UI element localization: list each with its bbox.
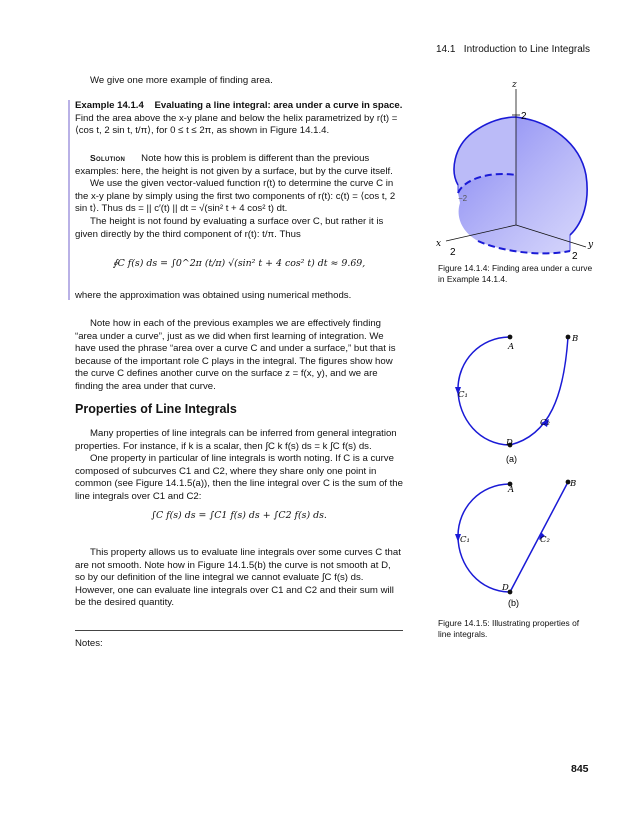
properties-paragraph-1: Many properties of line integrals can be inferred from general integration properties. For instance, if k is a scalar, then ∫C k f(s) ds = k ∫C f(s) ds. bbox=[75, 428, 397, 452]
area-paragraph-text: Note how in each of the previous examples we are effectively finding “area under a curve”, just as we did when first learning of integration. We have used the phrase “area over a curve C and under a surface,” but that is because of the important role C plays in the integral. The figures show how the curve C defines another curve on the surface z = f(x, y), and we are finding the area under that curve. bbox=[75, 318, 396, 392]
solution-paragraph-1 bbox=[75, 152, 403, 178]
example-header bbox=[75, 100, 403, 138]
figure-curve-b bbox=[440, 472, 590, 612]
properties-paragraph-2: One property in particular of line integrals is worth noting. If C is a curve composed of subcurves C1 and C2, where they share only one point in common (see Figure 14.1.5(a)), then the line integral over C is the sum of the line integrals over C1 and C2: bbox=[75, 453, 403, 502]
area-paragraph bbox=[75, 318, 403, 394]
intro-paragraph bbox=[75, 75, 403, 88]
label-A-b: A bbox=[508, 485, 515, 495]
notes-label: Notes: bbox=[75, 638, 103, 649]
point-B-a bbox=[566, 335, 571, 340]
solution-paragraph-2: We use the given vector-valued function r(t) to determine the curve C in the x-y plane by simply using the first two components of r(t): c(t) = ⟨cos t, 2 sin t⟩. Thus ds = || c′(t) || dt = √(sin² t + 4 cos² t) dt. bbox=[75, 178, 396, 215]
label-C2-b: C₂ bbox=[540, 535, 550, 545]
point-A-a bbox=[508, 335, 513, 340]
properties-paragraph-3-block bbox=[75, 547, 403, 610]
notes-block bbox=[75, 638, 403, 651]
x-tick-label: 2 bbox=[450, 247, 456, 258]
figure-1-caption: Figure 14.1.4: Finding area under a curve in Example 14.1.4. bbox=[438, 263, 593, 284]
after-display-text: where the approximation was obtained using numerical methods. bbox=[75, 290, 352, 301]
y-axis-label: y bbox=[588, 240, 594, 250]
sub-label-b: (b) bbox=[508, 598, 519, 608]
solution-label: Solution bbox=[90, 153, 126, 163]
label-C1-b: C₁ bbox=[460, 535, 470, 545]
example-margin-bar bbox=[68, 100, 70, 300]
display-integral-expression: ∮C f(s) ds = ∫0^2π (t/π) √(sin² t + 4 cos² t) dt ≈ 9.69, bbox=[112, 258, 366, 269]
figure-2-caption: Figure 14.1.5: Illustrating properties of line integrals. bbox=[438, 618, 580, 639]
y-tick-label: 2 bbox=[572, 251, 578, 260]
intro-text: We give one more example of finding area. bbox=[90, 75, 273, 86]
label-D-a: D bbox=[506, 438, 513, 448]
example-label: Example 14.1.4 bbox=[75, 100, 144, 111]
sub-label-a: (a) bbox=[506, 454, 517, 464]
page-number: 845 bbox=[571, 763, 589, 775]
example-solution bbox=[75, 152, 403, 241]
figure-curve-a bbox=[440, 325, 590, 465]
notes-rule bbox=[75, 630, 403, 631]
solution-text-1: Note how this is problem is different than the previous examples: here, the height is not given by a surface, but by the curve itself. bbox=[75, 153, 393, 177]
label-B-a: B bbox=[572, 334, 579, 344]
solution-paragraph-3: The height is not found by evaluating a surface over C, but rather it is given directly by the third component of r(t): t/π. Thus bbox=[75, 215, 384, 240]
z-axis-label: z bbox=[512, 80, 517, 90]
properties-paragraph-3: This property allows us to evaluate line integrals over some curves C that are not smooth. Note how in Figure 14.1.5(b) the curve is not smooth at D, so by our definition of the line integral we cannot evaluate ∫C f(s) ds. However, one can evaluate line integrals over C1 and C2 and their sum will be the desired quantity. bbox=[75, 547, 401, 609]
curve-c2-b bbox=[510, 482, 568, 592]
neg-tick-label: −2 bbox=[458, 194, 468, 203]
running-head bbox=[436, 44, 590, 55]
curve-c2-a bbox=[510, 337, 568, 445]
label-A-a: A bbox=[508, 342, 515, 352]
label-B-b: B bbox=[570, 479, 577, 489]
figure-helix-surface bbox=[420, 75, 600, 260]
display-integral bbox=[75, 258, 403, 271]
example-statement: Find the area above the x-y plane and below the helix parametrized by r(t) = ⟨cos t, 2 sin t, t/π⟩, for 0 ≤ t ≤ 2π, as shown in Figure 14.1.4. bbox=[75, 112, 398, 137]
running-head-title: Introduction to Line Integrals bbox=[463, 44, 590, 55]
display-sum-expression: ∫C f(s) ds = ∫C1 f(s) ds + ∫C2 f(s) ds. bbox=[151, 510, 327, 521]
running-head-section: 14.1 bbox=[435, 44, 456, 55]
label-C2-a: C₂ bbox=[540, 418, 550, 428]
example-title: Evaluating a line integral: area under a curve in space. bbox=[154, 100, 403, 111]
properties-section bbox=[75, 428, 403, 504]
after-display bbox=[75, 290, 403, 303]
label-D-b: D bbox=[502, 583, 509, 593]
display-sum bbox=[75, 510, 403, 523]
example-title-line bbox=[75, 100, 403, 113]
z-tick-label: 2 bbox=[521, 111, 527, 122]
section-title: Properties of Line Integrals bbox=[75, 402, 237, 416]
label-C1-a: C₁ bbox=[458, 390, 468, 400]
x-axis-label: x bbox=[436, 239, 442, 249]
